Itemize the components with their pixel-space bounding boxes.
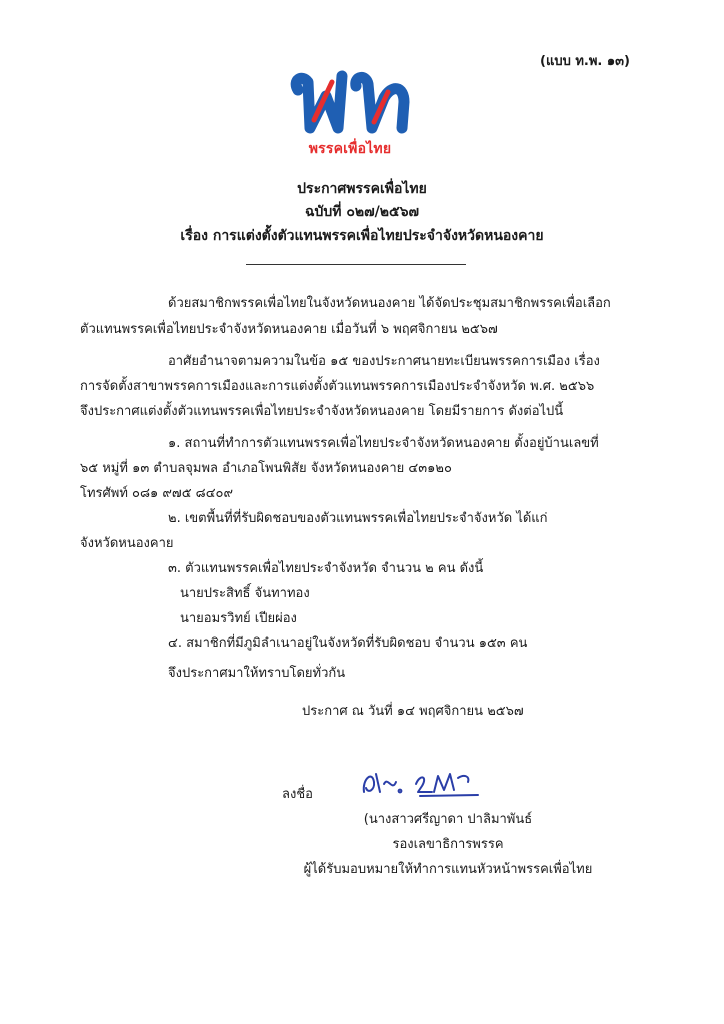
announcement-title: ประกาศพรรคเพื่อไทย — [297, 181, 427, 197]
announcement-subject: เรื่อง การแต่งตั้งตัวแทนพรรคเพื่อไทยประจำจังหวัดหนองคาย — [180, 228, 544, 244]
item1-line3: โทรศัพท์ ๐๘๑ ๙๗๕ ๘๔๐๙ — [80, 486, 233, 501]
item1-line1: ๑. สถานที่ทำการตัวแทนพรรคเพื่อไทยประจำจังหวัดหนองคาย ตั้งอยู่บ้านเลขที่ — [168, 436, 599, 451]
party-name-logo-text: พรรคเพื่อไทย — [308, 141, 392, 157]
para1-line2: ตัวแทนพรรคเพื่อไทยประจำจังหวัดหนองคาย เมื่อวันที่ ๖ พฤศจิกายน ๒๕๖๗ — [80, 322, 498, 337]
item2-line2: จังหวัดหนองคาย — [80, 536, 174, 551]
signer-name: (นางสาวศรีญาดา ปาลิมาพันธ์ — [363, 812, 533, 827]
item2-line1: ๒. เขตพื้นที่ที่รับผิดชอบของตัวแทนพรรคเพื่อไทยประจำจังหวัด ได้แก่ — [168, 511, 548, 526]
form-code: (แบบ ท.พ. ๑๓) — [540, 54, 630, 69]
item3-heading: ๓. ตัวแทนพรรคเพื่อไทยประจำจังหวัด จำนวน ๒ คน ดังนี้ — [168, 561, 484, 576]
handwritten-signature — [358, 762, 488, 800]
party-logo-mark — [288, 68, 412, 138]
signer-title: รองเลขาธิการพรรค — [392, 837, 504, 852]
heading-divider — [246, 264, 466, 265]
signer-authority: ผู้ได้รับมอบหมายให้ทำการแทนหัวหน้าพรรคเพื่อไทย — [303, 862, 593, 877]
para2-line1: อาศัยอำนาจตามความในข้อ ๑๕ ของประกาศนายทะเบียนพรรคการเมือง เรื่อง — [168, 354, 600, 369]
item3-name-2: นายอมรวิทย์ เปียผ่อง — [180, 611, 297, 626]
para1-line1: ด้วยสมาชิกพรรคเพื่อไทยในจังหวัดหนองคาย ได้จัดประชุมสมาชิกพรรคเพื่อเลือก — [168, 296, 611, 311]
announcement-date: ประกาศ ณ วันที่ ๑๔ พฤศจิกายน ๒๕๖๗ — [302, 704, 524, 719]
party-logo — [288, 68, 428, 164]
announcement-number: ฉบับที่ ๐๒๗/๒๕๖๗ — [304, 204, 420, 220]
item1-line2: ๖๕ หมู่ที่ ๑๓ ตำบลจุมพล อำเภอโพนพิสัย จังหวัดหนองคาย ๔๓๑๒๐ — [80, 461, 452, 476]
closing-statement: จึงประกาศมาให้ทราบโดยทั่วกัน — [168, 666, 346, 681]
signature-label: ลงชื่อ — [282, 787, 313, 802]
para2-line2: การจัดตั้งสาขาพรรคการเมืองและการแต่งตั้งตัวแทนพรรคการเมืองประจำจังหวัด พ.ศ. ๒๕๖๖ — [80, 379, 595, 394]
item3-name-1: นายประสิทธิ์ จันทาทอง — [180, 586, 310, 601]
item4-line: ๔. สมาชิกที่มีภูมิลำเนาอยู่ในจังหวัดที่รับผิดชอบ จำนวน ๑๕๓ คน — [168, 636, 528, 651]
para2-line3: จึงประกาศแต่งตั้งตัวแทนพรรคเพื่อไทยประจำจังหวัดหนองคาย โดยมีรายการ ดังต่อไปนี้ — [80, 404, 564, 419]
